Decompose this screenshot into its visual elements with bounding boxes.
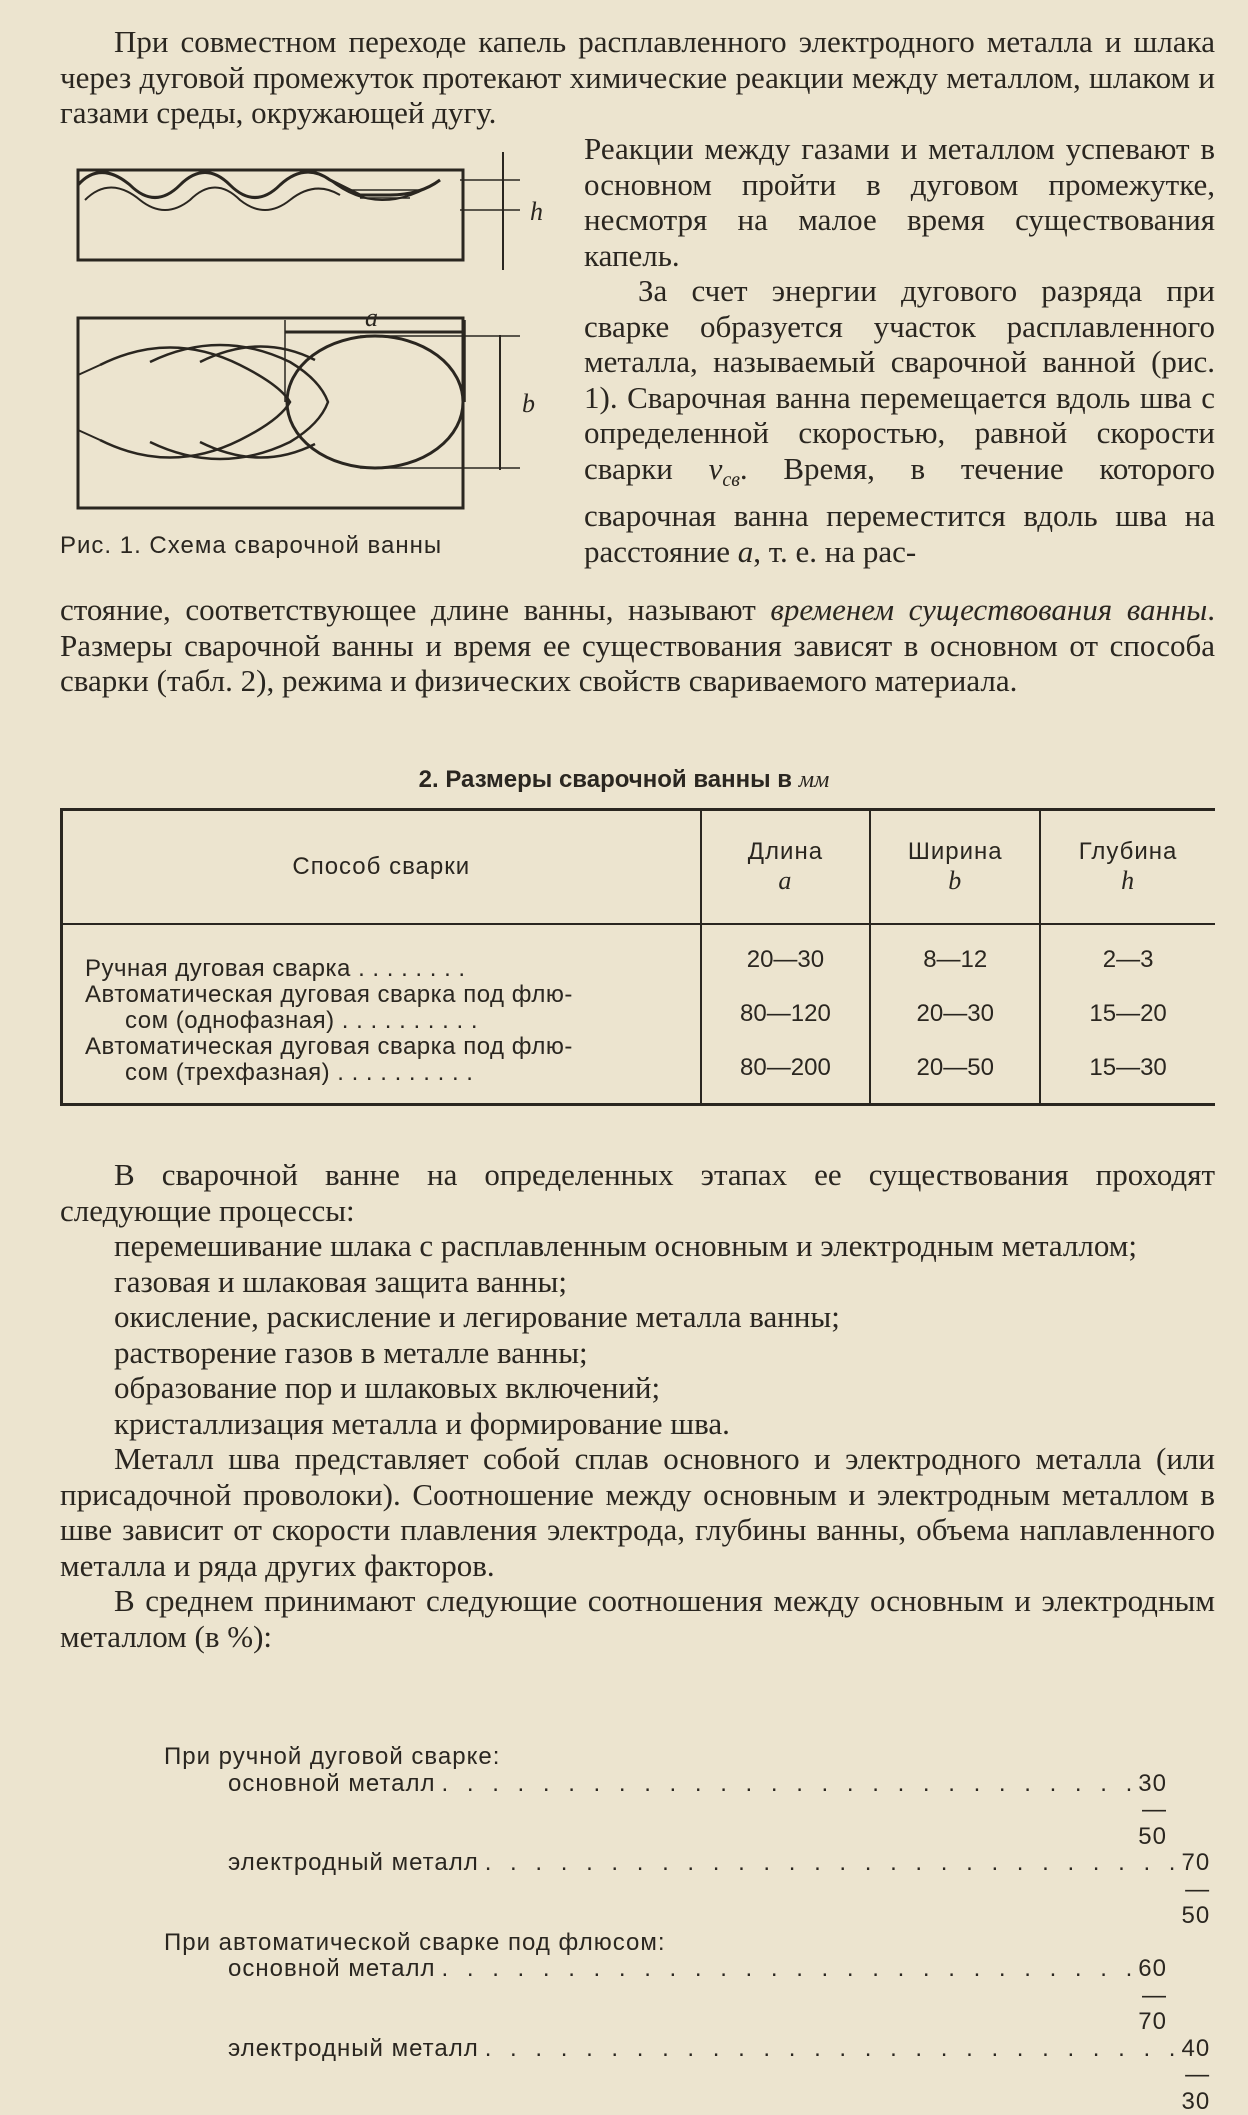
table-row-0-length: 20—30: [702, 933, 870, 987]
process-item: образование пор и шлаковых включений;: [60, 1370, 1215, 1406]
table-title-unit: мм: [799, 767, 830, 793]
method-cell: [62, 924, 701, 1105]
header-length-text: Длина: [703, 838, 869, 866]
depth-cell: [1040, 924, 1215, 1105]
label-b: b: [522, 389, 535, 418]
weld-pool-sizes-table: [60, 808, 1215, 1106]
ratio-label: основной металл: [164, 1956, 436, 2036]
ratio-row: [164, 2036, 1124, 2115]
width-cell: [870, 924, 1040, 1105]
processes-section: [60, 1157, 1215, 1654]
var-a: a: [738, 534, 754, 569]
header-width: [870, 810, 1040, 925]
process-item: перемешивание шлака с расплавленным основным и электродным металлом;: [60, 1228, 1215, 1264]
label-h: h: [530, 197, 543, 226]
label-a: a: [365, 303, 378, 332]
ratio-value: 70—50: [1181, 1850, 1210, 1930]
ratio-value: 30—50: [1138, 1771, 1167, 1851]
header-length-var: a: [778, 866, 792, 895]
ratio-heading-label: При ручной дуговой сварке:: [164, 1744, 500, 1771]
header-length: [701, 810, 871, 925]
table-row-2-width: 20—50: [871, 1041, 1039, 1095]
ratio-heading: [164, 1930, 1124, 1957]
var-v: v: [709, 451, 723, 486]
process-item: растворение газов в металле ванны;: [60, 1335, 1215, 1371]
header-method-text: Способ сварки: [292, 853, 470, 880]
header-depth-text: Глубина: [1042, 838, 1214, 866]
ratio-row: [164, 1850, 1124, 1930]
table-title: [0, 766, 1248, 794]
ratios-list: [164, 1744, 1124, 2115]
ratio-label: основной металл: [164, 1771, 436, 1851]
var-v-sub: св: [722, 469, 740, 491]
header-method: [62, 810, 701, 925]
process-item: кристаллизация металла и формирование шва.: [60, 1406, 1215, 1442]
right-column-para-1: Реакции между газами и металлом успевают в основном пройти в дуговом промежутке, несмотря на малое время существования капель.: [584, 131, 1215, 273]
header-depth-var: h: [1121, 866, 1135, 895]
leader-dots: . . . . . . . . . . . . . . . . . . . . . . . . . . . .: [479, 1850, 1182, 1930]
ratio-heading: [164, 1744, 1124, 1771]
ratio-label: электродный металл: [164, 2036, 479, 2115]
side-view-plate: [78, 170, 463, 260]
table-row-2-length: 80—200: [702, 1041, 870, 1095]
process-item: окисление, раскисление и легирование металла ванны;: [60, 1299, 1215, 1335]
right-column-para-2-text: За счет энергии дугового разряда при сварке образуется участок расплавленного металла, называемый сварочной ванной (рис. 1). Сварочная ванна перемещается вдоль шва с определенной скоростью, равной скорости сварки: [584, 273, 1215, 486]
continuation-end: . Размеры сварочной ванны и время ее существования зависят в основном от способа сварки (табл. 2), режима и физических свойств свариваемого материала.: [60, 592, 1215, 698]
table-row-0-width: 8—12: [871, 933, 1039, 987]
table-row-1-method-line2: сом (однофазная) . . . . . . . . . .: [63, 1008, 700, 1034]
ratio-row: [164, 1771, 1124, 1851]
table-row-1-method-line1: Автоматическая дуговая сварка под флю-: [63, 982, 700, 1008]
continuation-start: стояние, соответствующее длине ванны, называют: [60, 592, 756, 627]
right-column-para-2-tail: , т. е. на рас-: [753, 534, 916, 569]
figure-weld-pool: [60, 140, 560, 525]
weld-pool-diagram: [60, 140, 560, 520]
table-row-2-method-line1: Автоматическая дуговая сварка под флю-: [63, 1034, 700, 1060]
length-cell: [701, 924, 871, 1105]
figure-caption: Рис. 1. Схема сварочной ванны: [60, 532, 442, 560]
table-row-0-method: Ручная дуговая сварка . . . . . . . .: [63, 946, 700, 982]
table-title-text: 2. Размеры сварочной ванны в: [419, 766, 792, 793]
process-item: газовая и шлаковая защита ванны;: [60, 1264, 1215, 1300]
table-row-0-depth: 2—3: [1041, 933, 1215, 987]
table-row-1-length: 80—120: [702, 987, 870, 1041]
table-body-row: [62, 924, 1216, 1105]
continuation-paragraph: [60, 592, 1215, 699]
header-width-text: Ширина: [872, 838, 1038, 866]
intro-paragraph: [60, 24, 1215, 131]
ratio-value: 40—30: [1181, 2036, 1210, 2115]
weld-metal-paragraph: Металл шва представляет собой сплав основного и электродного металла (или присадочной проволоки). Соотношение между основным и электродным металлом в шве зависит от скорости плавления электрода, глубины ванны, объема наплавленного металла и ряда других факторов.: [60, 1441, 1215, 1583]
leader-dots: . . . . . . . . . . . . . . . . . . . . . . . . . . . .: [436, 1956, 1139, 2036]
term-emphasis: временем существования ванны: [770, 592, 1207, 627]
table-row-1-width: 20—30: [871, 987, 1039, 1041]
table-header-row: [62, 810, 1216, 925]
continuation-text: [60, 592, 1215, 699]
table-row-2-method-line2: сом (трехфазная) . . . . . . . . . .: [63, 1060, 700, 1086]
intro-text: При совместном переходе капель расплавленного электродного металла и шлака через дуговой промежуток протекают химические реакции между металлом, шлаком и газами среды, окружающей дугу.: [60, 24, 1215, 131]
table-row-2-depth: 15—30: [1041, 1041, 1215, 1095]
ratio-heading-label: При автоматической сварке под флюсом:: [164, 1930, 666, 1957]
ratio-label: электродный металл: [164, 1850, 479, 1930]
table-row-1-depth: 15—20: [1041, 987, 1215, 1041]
right-column-para-2-end: . Время, в течение которого сварочная ванна переместится вдоль шва на расстояние: [584, 451, 1215, 569]
right-column-para-2: [584, 273, 1215, 569]
right-column: [584, 131, 1215, 569]
ratios-intro: В среднем принимают следующие соотношения между основным и электродным металлом (в %):: [60, 1583, 1215, 1654]
ratio-value: 60—70: [1138, 1956, 1167, 2036]
header-width-var: b: [948, 866, 962, 895]
leader-dots: . . . . . . . . . . . . . . . . . . . . . . . . . . . .: [479, 2036, 1182, 2115]
processes-intro: В сварочной ванне на определенных этапах ее существования проходят следующие процессы:: [60, 1157, 1215, 1228]
leader-dots: . . . . . . . . . . . . . . . . . . . . . . . . . . . .: [436, 1771, 1139, 1851]
header-depth: [1040, 810, 1215, 925]
ratio-row: [164, 1956, 1124, 2036]
